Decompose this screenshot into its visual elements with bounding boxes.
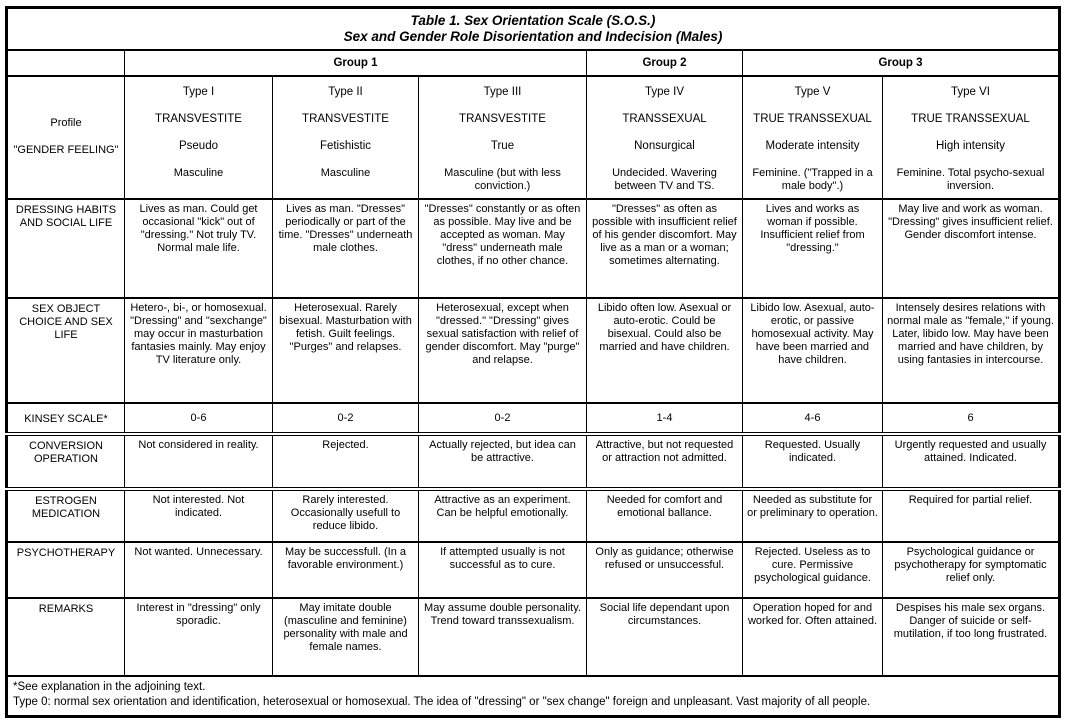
table-cell: Intensely desires relations with normal male as "female," if young. Later, libido low. May have been married and have children, by using fantasies in intercourse. bbox=[883, 298, 1060, 404]
profile-cell-type1 bbox=[125, 76, 273, 199]
profile-variant: Pseudo bbox=[178, 140, 218, 153]
table-cell: Required for partial relief. bbox=[883, 489, 1060, 542]
row-label: DRESSING HABITS AND SOCIAL LIFE bbox=[7, 199, 125, 298]
group-header-row bbox=[7, 50, 1060, 76]
table-cell: Only as guidance; otherwise refused or unsuccessful. bbox=[587, 542, 743, 597]
footnote-row bbox=[7, 676, 1060, 716]
corner-cell bbox=[7, 50, 125, 76]
profile-variant: Moderate intensity bbox=[765, 140, 860, 153]
table-cell: Rarely interested. Occasionally usefull to reduce libido. bbox=[273, 489, 419, 542]
table-cell: Attractive as an experiment. Can be helpful emotionally. bbox=[419, 489, 587, 542]
table-cell: Requested. Usually indicated. bbox=[743, 434, 883, 489]
row-label-profile bbox=[7, 76, 125, 199]
table-cell: "Dresses" as often as possible with insufficient relief of his gender discomfort. May live as a man or a woman; sometimes alternating. bbox=[587, 199, 743, 298]
row-label: ESTROGEN MEDICATION bbox=[7, 489, 125, 542]
profile-label-line-2: "GENDER FEELING" bbox=[13, 144, 119, 157]
profile-row bbox=[7, 76, 1060, 199]
profile-name: TRANSVESTITE bbox=[459, 113, 546, 126]
group-2-header: Group 2 bbox=[587, 50, 743, 76]
profile-variant: True bbox=[490, 140, 515, 153]
type-header: Type II bbox=[328, 86, 363, 99]
sos-table bbox=[5, 6, 1061, 718]
table-cell: Not interested. Not indicated. bbox=[125, 489, 273, 542]
table-row-estrogen-medication bbox=[7, 489, 1060, 542]
table-row-dressing-habits bbox=[7, 199, 1060, 298]
footnote-type-0: Type 0: normal sex orientation and identification, heterosexual or homosexual. The idea of "dressing" or "sex change" foreign and unpleasant. Vast majority of all people. bbox=[13, 696, 871, 709]
footnote-asterisk: *See explanation in the adjoining text. bbox=[13, 681, 206, 694]
table-cell: Lives and works as woman if possible. Insufficient relief from "dressing." bbox=[743, 199, 883, 298]
table-cell: Interest in "dressing" only sporadic. bbox=[125, 598, 273, 676]
profile-feeling: Masculine bbox=[173, 167, 224, 180]
footnotes bbox=[7, 676, 1060, 716]
table-row-kinsey-scale bbox=[7, 403, 1060, 433]
type-header: Type V bbox=[794, 86, 831, 99]
profile-name: TRUE TRANSSEXUAL bbox=[753, 113, 872, 126]
profile-name: TRANSVESTITE bbox=[155, 113, 242, 126]
profile-feeling: Undecided. Wavering between TV and TS. bbox=[612, 167, 717, 193]
table-cell: 0-2 bbox=[419, 403, 587, 433]
table-cell: Operation hoped for and worked for. Often attained. bbox=[743, 598, 883, 676]
type-header: Type III bbox=[483, 86, 522, 99]
table-cell: Needed as substitute for or preliminary to operation. bbox=[743, 489, 883, 542]
table-cell: Heterosexual, except when "dressed." "Dressing" gives sexual satisfaction with relief of gender discomfort. May "purge" and relapse. bbox=[419, 298, 587, 404]
table-row-sex-object bbox=[7, 298, 1060, 404]
profile-cell-type2 bbox=[273, 76, 419, 199]
table-title bbox=[7, 8, 1060, 51]
table-cell: Attractive, but not requested or attraction not admitted. bbox=[587, 434, 743, 489]
table-cell: Despises his male sex organs. Danger of suicide or self-mutilation, if too long frustrated. bbox=[883, 598, 1060, 676]
table-cell: Rejected. bbox=[273, 434, 419, 489]
table-row-conversion-operation bbox=[7, 434, 1060, 489]
type-header: Type I bbox=[182, 86, 215, 99]
table-row-psychotherapy bbox=[7, 542, 1060, 597]
profile-variant: Fetishistic bbox=[319, 140, 372, 153]
table-cell: Social life dependant upon circumstances. bbox=[587, 598, 743, 676]
profile-feeling: Feminine. ("Trapped in a male body".) bbox=[752, 167, 873, 193]
table-cell: Lives as man. "Dresses" periodically or part of the time. "Dresses" underneath male clothes. bbox=[273, 199, 419, 298]
table-cell: 6 bbox=[883, 403, 1060, 433]
profile-feeling: Masculine (but with less conviction.) bbox=[444, 167, 561, 193]
row-label: KINSEY SCALE* bbox=[7, 403, 125, 433]
row-label: SEX OBJECT CHOICE AND SEX LIFE bbox=[7, 298, 125, 404]
table-cell: 4-6 bbox=[743, 403, 883, 433]
type-header: Type VI bbox=[951, 86, 990, 99]
profile-label-line-1: Profile bbox=[50, 117, 82, 130]
title-line-1: Table 1. Sex Orientation Scale (S.O.S.) bbox=[410, 13, 656, 28]
profile-feeling: Masculine bbox=[320, 167, 371, 180]
table-cell: 1-4 bbox=[587, 403, 743, 433]
table-cell: Psychological guidance or psychotherapy for symptomatic relief only. bbox=[883, 542, 1060, 597]
profile-cell-type3 bbox=[419, 76, 587, 199]
table-cell: May imitate double (masculine and feminine) personality with male and female names. bbox=[273, 598, 419, 676]
profile-name: TRANSSEXUAL bbox=[622, 113, 707, 126]
table-cell: Not considered in reality. bbox=[125, 434, 273, 489]
table-cell: May be successfull. (In a favorable environment.) bbox=[273, 542, 419, 597]
table-cell: 0-2 bbox=[273, 403, 419, 433]
table-cell: Lives as man. Could get occasional "kick" out of "dressing." Not truly TV. Normal male life. bbox=[125, 199, 273, 298]
group-3-header: Group 3 bbox=[743, 50, 1060, 76]
table-cell: Hetero-, bi-, or homosexual. "Dressing" and "sexchange" may occur in masturbation fantasies mainly. May enjoy TV literature only. bbox=[125, 298, 273, 404]
title-row bbox=[7, 8, 1060, 51]
table-cell: 0-6 bbox=[125, 403, 273, 433]
table-cell: Urgently requested and usually attained. Indicated. bbox=[883, 434, 1060, 489]
group-1-header: Group 1 bbox=[125, 50, 587, 76]
profile-cell-type5 bbox=[743, 76, 883, 199]
table-row-remarks bbox=[7, 598, 1060, 676]
profile-cell-type6 bbox=[883, 76, 1060, 199]
table-cell: May live and work as woman. "Dressing" gives insufficient relief. Gender discomfort intense. bbox=[883, 199, 1060, 298]
row-label: CONVERSION OPERATION bbox=[7, 434, 125, 489]
type-header: Type IV bbox=[645, 86, 684, 99]
table-cell: Libido low. Asexual, auto-erotic, or passive homosexual activity. May have been married and have children. bbox=[743, 298, 883, 404]
table-cell: Libido often low. Asexual or auto-erotic. Could be bisexual. Could also be married and have children. bbox=[587, 298, 743, 404]
table-cell: Not wanted. Unnecessary. bbox=[125, 542, 273, 597]
table-cell: May assume double personality. Trend toward transsexualism. bbox=[419, 598, 587, 676]
table-cell: "Dresses" constantly or as often as possible. May live and be accepted as woman. May "dress" underneath male clothes, if no other chance. bbox=[419, 199, 587, 298]
profile-feeling: Feminine. Total psycho-sexual inversion. bbox=[896, 167, 1045, 193]
table-cell: Needed for comfort and emotional ballance. bbox=[587, 489, 743, 542]
profile-variant: Nonsurgical bbox=[634, 140, 695, 153]
profile-name: TRANSVESTITE bbox=[302, 113, 389, 126]
table-cell: Actually rejected, but idea can be attractive. bbox=[419, 434, 587, 489]
profile-name: TRUE TRANSSEXUAL bbox=[911, 113, 1030, 126]
profile-cell-type4 bbox=[587, 76, 743, 199]
table-cell: Heterosexual. Rarely bisexual. Masturbation with fetish. Guilt feelings. "Purges" and relapses. bbox=[273, 298, 419, 404]
row-label: PSYCHOTHERAPY bbox=[7, 542, 125, 597]
table-cell: Rejected. Useless as to cure. Permissive psychological guidance. bbox=[743, 542, 883, 597]
row-label: REMARKS bbox=[7, 598, 125, 676]
profile-variant: High intensity bbox=[935, 140, 1006, 153]
table-cell: If attempted usually is not successful as to cure. bbox=[419, 542, 587, 597]
title-line-2: Sex and Gender Role Disorientation and Indecision (Males) bbox=[343, 29, 723, 44]
